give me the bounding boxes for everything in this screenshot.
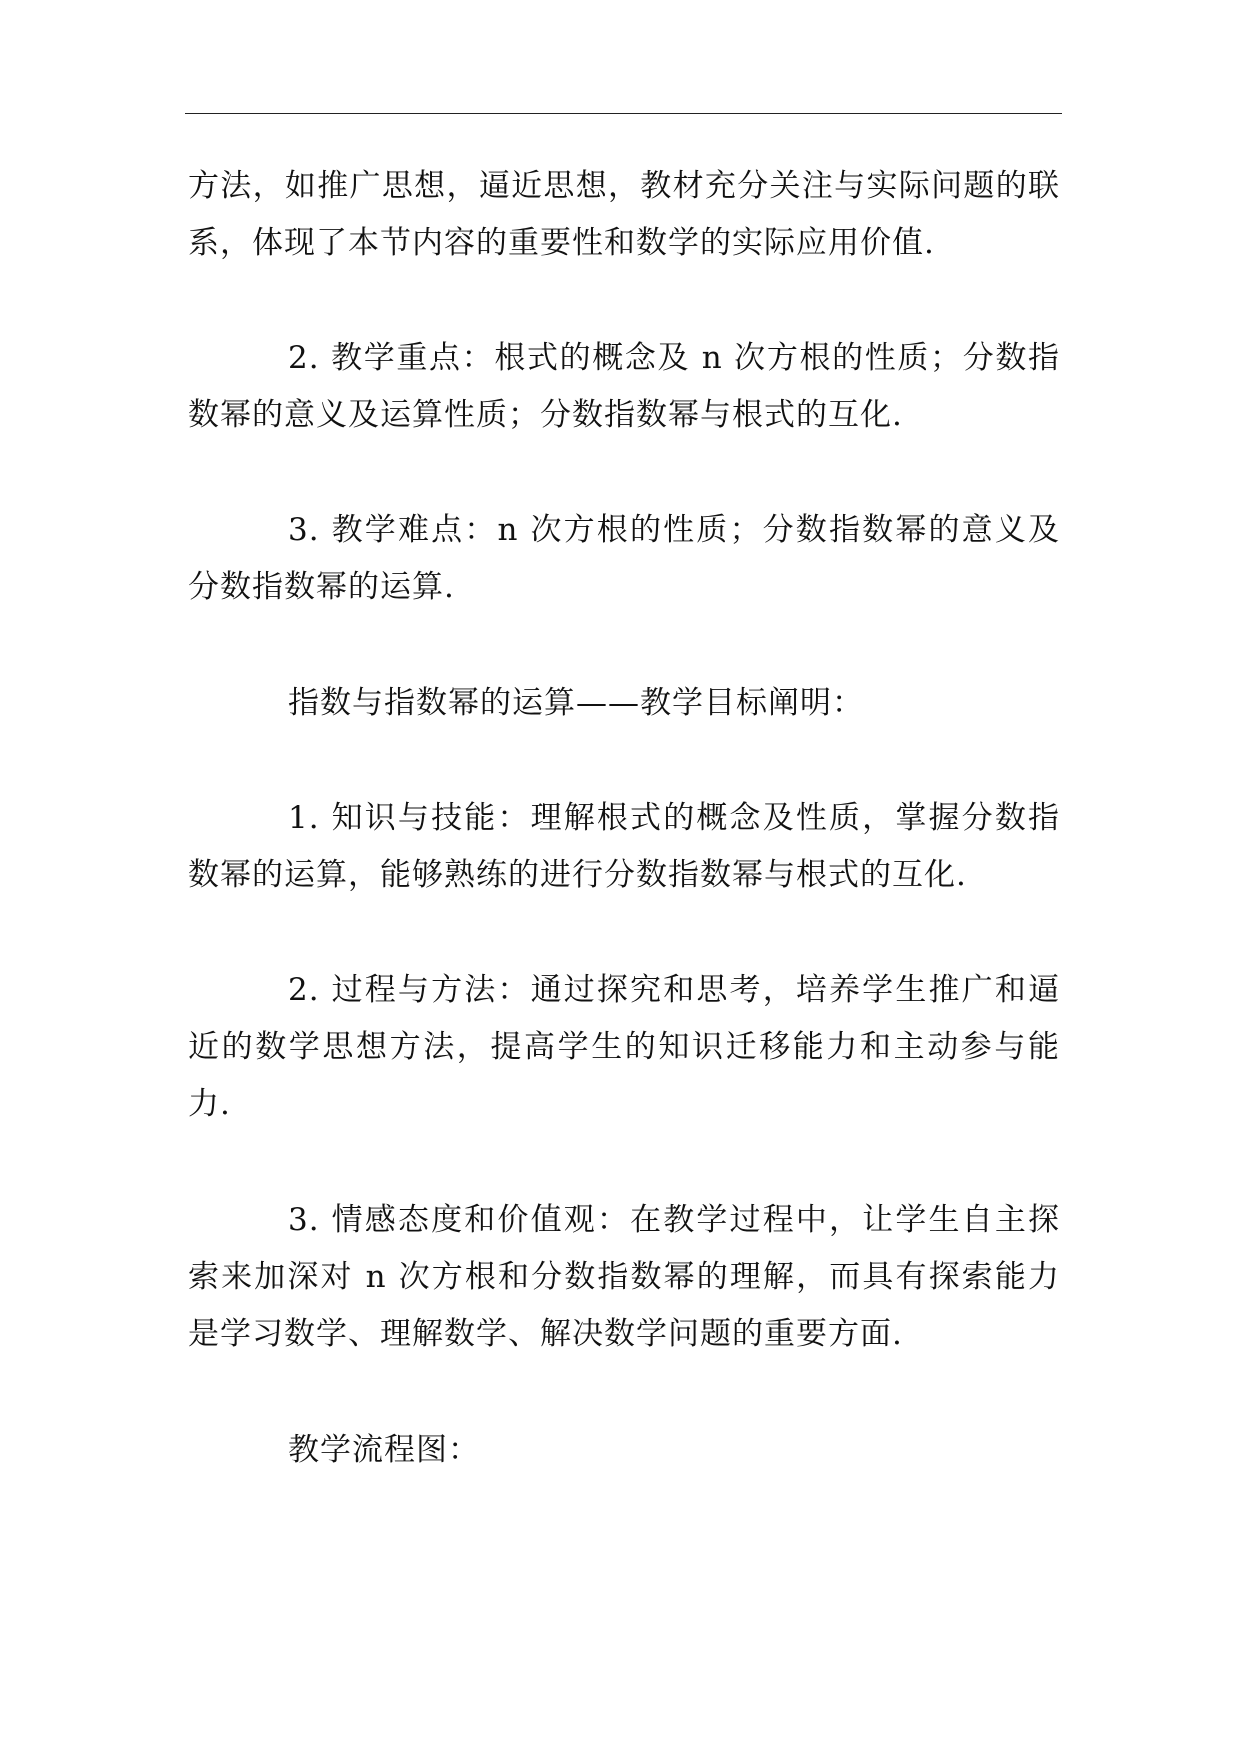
paragraph-teaching-key-points: 2. 教学重点：根式的概念及 n 次方根的性质；分数指数幂的意义及运算性质；分数指数幂与根式的互化. xyxy=(188,340,1060,433)
header-rule xyxy=(185,113,1062,114)
section-heading-teaching-objectives: 指数与指数幂的运算——教学目标阐明： xyxy=(288,685,864,721)
paragraph-intro-continuation: 方法，如推广思想，逼近思想，教材充分关注与实际问题的联系，体现了本节内容的重要性和数学的实际应用价值. xyxy=(188,168,1060,261)
paragraph-emotion-attitude-values: 3. 情感态度和价值观：在教学过程中，让学生自主探索来加深对 n 次方根和分数指数幂的理解，而具有探索能力是学习数学、理解数学、解决数学问题的重要方面. xyxy=(188,1202,1060,1352)
paragraph-process-methods: 2. 过程与方法：通过探究和思考，培养学生推广和逼近的数学思想方法，提高学生的知识迁移能力和主动参与能力. xyxy=(188,972,1060,1122)
paragraph-teaching-difficulties: 3. 教学难点：n 次方根的性质；分数指数幂的意义及分数指数幂的运算. xyxy=(188,512,1060,605)
paragraph-knowledge-skills: 1. 知识与技能：理解根式的概念及性质，掌握分数指数幂的运算，能够熟练的进行分数指数幂与根式的互化. xyxy=(188,800,1060,893)
section-heading-teaching-flowchart: 教学流程图： xyxy=(288,1432,480,1468)
